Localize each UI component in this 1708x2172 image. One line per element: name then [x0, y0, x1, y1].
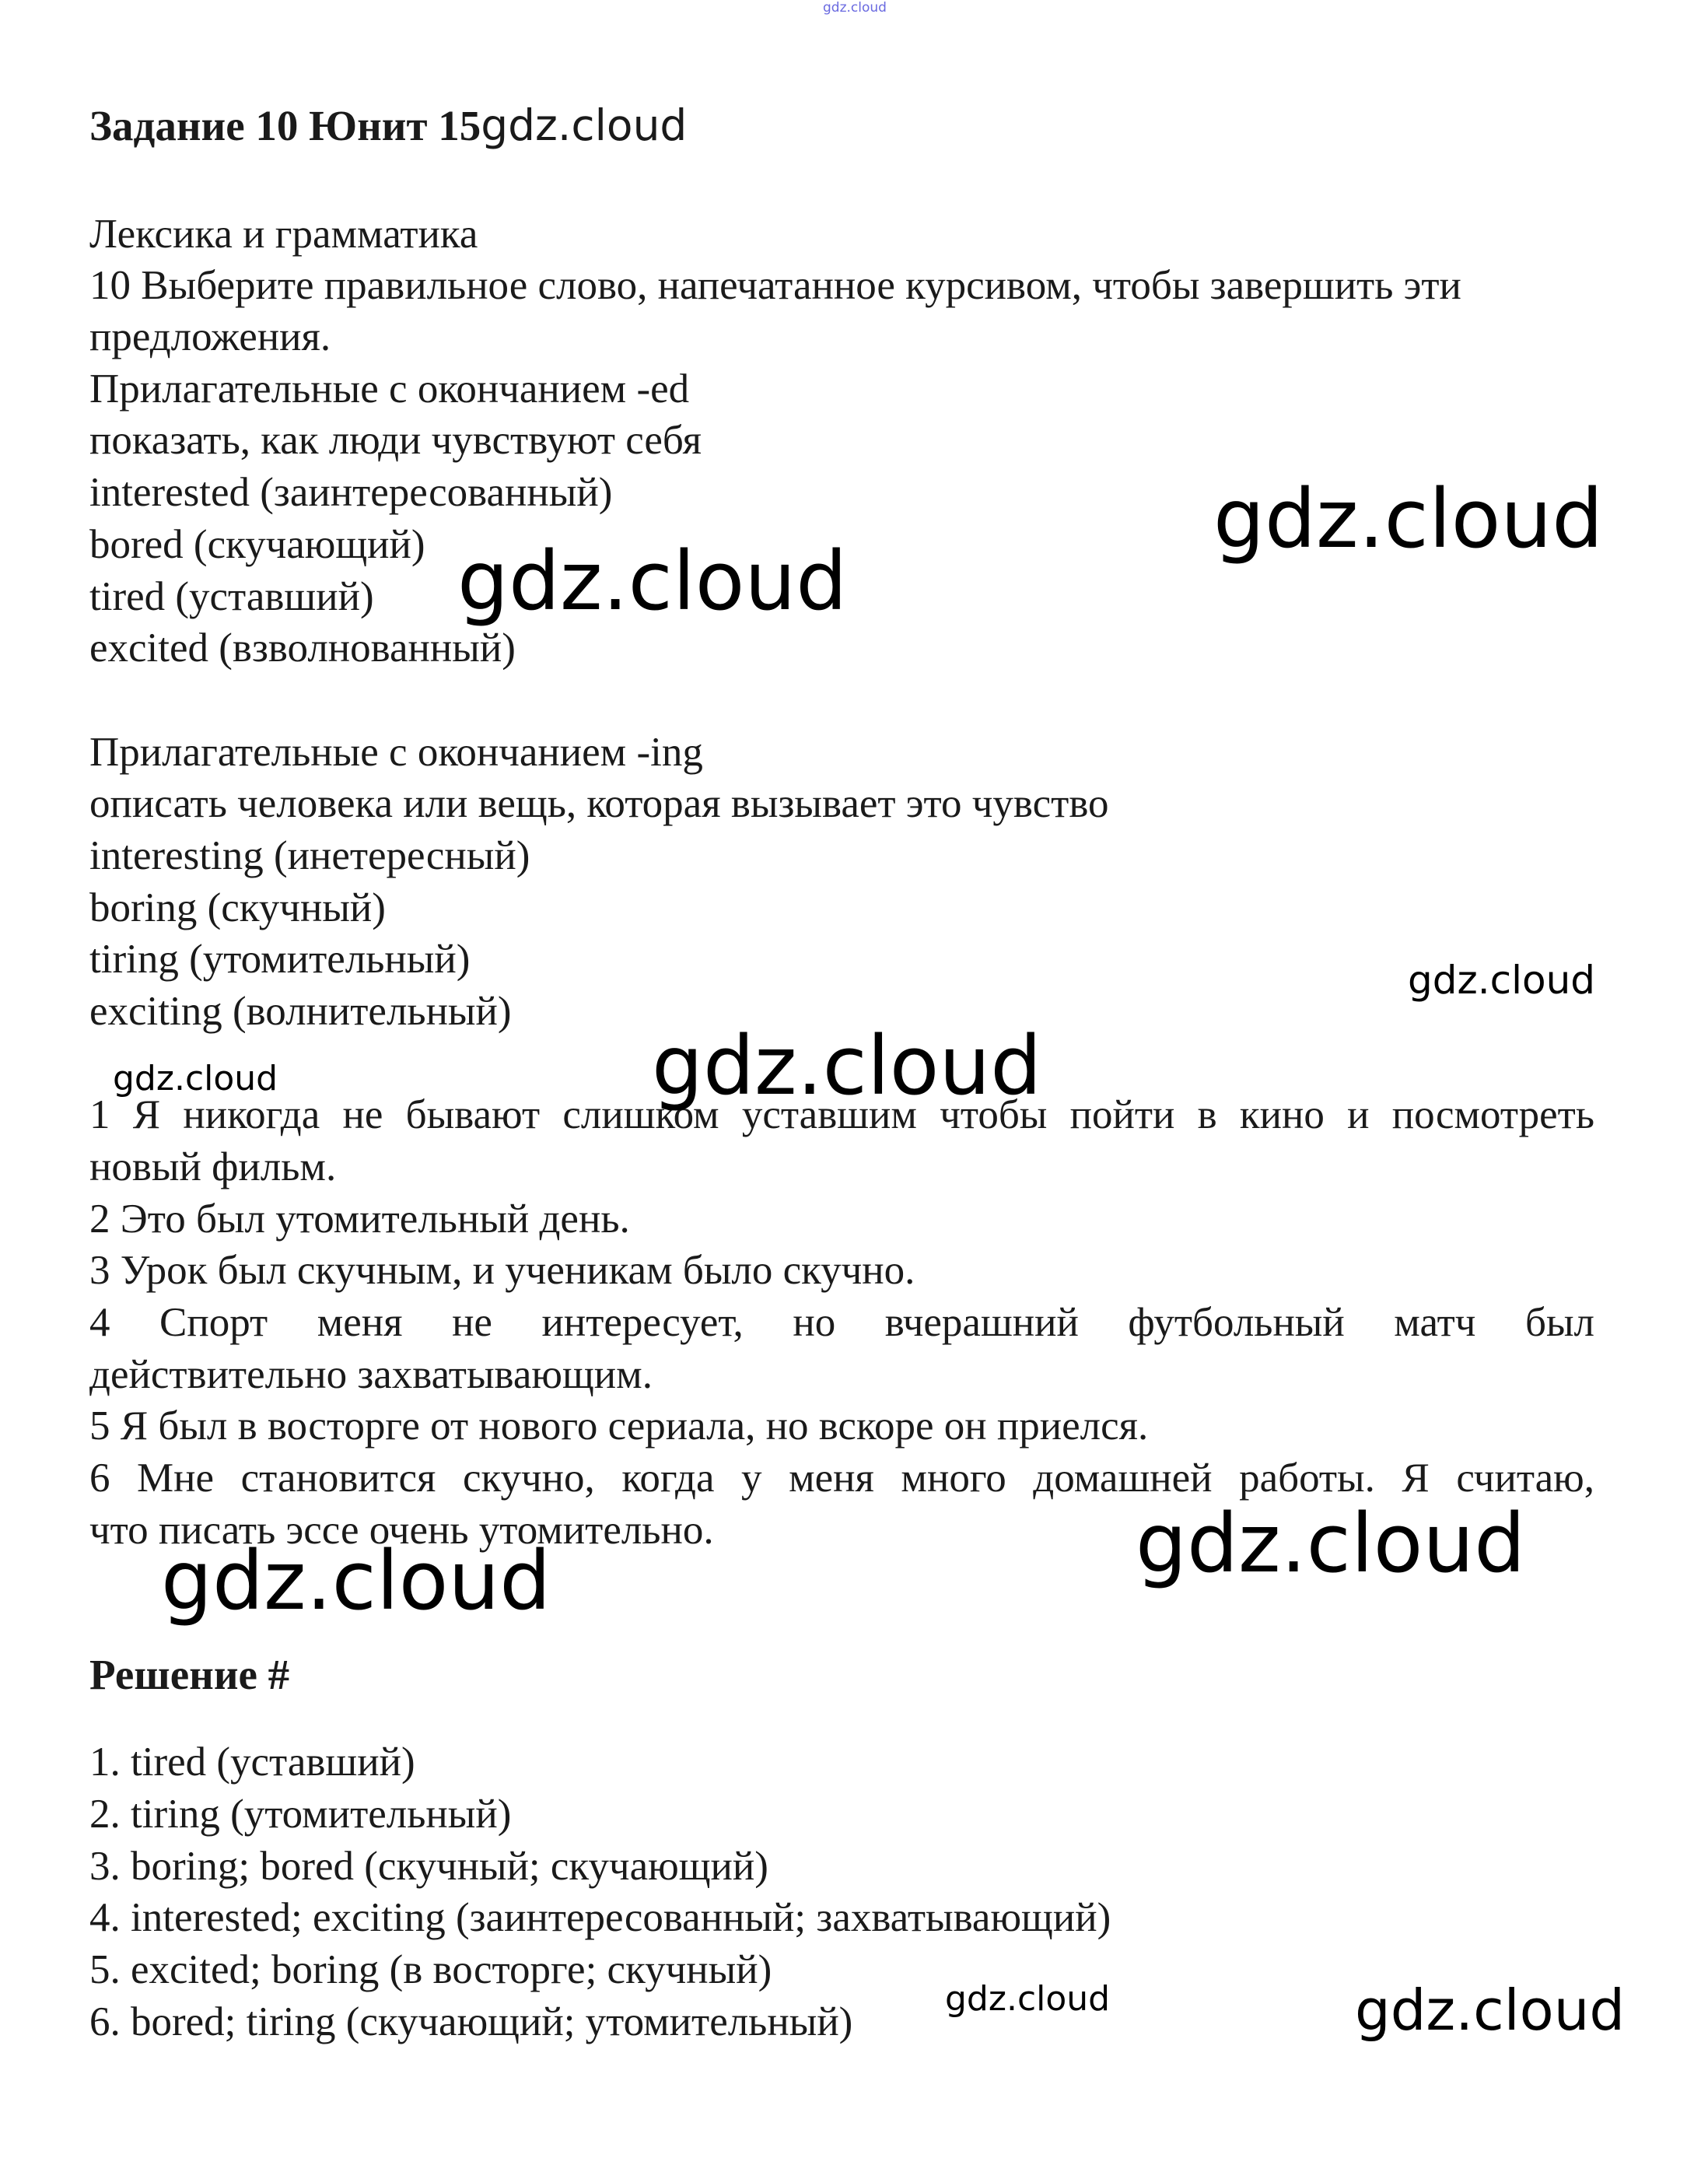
title-text: Задание 10 Юнит 15 [89, 102, 481, 149]
watermark: gdz.cloud [1213, 471, 1604, 566]
watermark: gdz.cloud [1136, 1496, 1526, 1591]
instruction-line-2: предложения. [89, 314, 331, 359]
ing-heading: Прилагательные с окончанием -ing [89, 730, 703, 775]
watermark: gdz.cloud [652, 1018, 1042, 1113]
watermark: gdz.cloud [113, 1059, 278, 1098]
sentence-line: 4 Спорт меня не интересует, но вчерашний футбольный матч был [89, 1300, 1594, 1345]
answer-line: 3. boring; bored (скучный; скучающий) [89, 1844, 768, 1889]
ed-heading: Прилагательные с окончанием -ed [89, 366, 690, 412]
page-title [89, 100, 687, 152]
ed-item: bored (скучающий) [89, 522, 425, 567]
sentence-line: 2 Это был утомительный день. [89, 1196, 630, 1242]
watermark: gdz.cloud [1408, 958, 1596, 1003]
ing-description: описать человека или вещь, которая вызывает это чувство [89, 781, 1109, 826]
ing-item: boring (скучный) [89, 885, 386, 930]
sentence-line: 5 Я был в восторге от нового сериала, но вскоре он приелся. [89, 1403, 1149, 1449]
answer-line: 5. excited; boring (в восторге; скучный) [89, 1947, 772, 1992]
section-heading: Лексика и грамматика [89, 212, 478, 257]
watermark: gdz.cloud [161, 1533, 551, 1628]
ing-item: exciting (волнительный) [89, 989, 512, 1034]
sentence-line: 1 Я никогда не бывают слишком уставшим чтобы пойти в кино и посмотреть [89, 1092, 1594, 1137]
top-watermark: gdz.cloud [823, 0, 887, 16]
ed-description: показать, как люди чувствуют себя [89, 418, 702, 463]
title-watermark: gdz.cloud [481, 100, 688, 150]
answer-line: 6. bored; tiring (скучающий; утомительный) [89, 1999, 853, 2044]
watermark: gdz.cloud [457, 534, 848, 629]
instruction-line-1: 10 Выберите правильное слово, напечатанное курсивом, чтобы завершить эти [89, 263, 1461, 308]
answer-line: 1. tired (уставший) [89, 1739, 415, 1785]
sentence-line: действительно захватывающим. [89, 1352, 653, 1397]
answer-line: 2. tiring (утомительный) [89, 1792, 512, 1837]
watermark: gdz.cloud [945, 1979, 1111, 2019]
ed-item: interested (заинтересованный) [89, 470, 613, 515]
sentence-line: 6 Мне становится скучно, когда у меня много домашней работы. Я считаю, [89, 1456, 1594, 1501]
solution-heading: Решение # [89, 1651, 290, 1698]
answer-line: 4. interested; exciting (заинтересованный; захватывающий) [89, 1895, 1111, 1940]
ing-item: interesting (инетересный) [89, 833, 530, 878]
ed-item: tired (уставший) [89, 574, 374, 619]
sentence-line: новый фильм. [89, 1144, 337, 1189]
ed-item: excited (взволнованный) [89, 625, 516, 671]
sentence-line: 3 Урок был скучным, и ученикам было скучно. [89, 1248, 915, 1293]
watermark: gdz.cloud [1355, 1978, 1626, 2043]
sentence-line: что писать эссе очень утомительно. [89, 1508, 714, 1553]
ing-item: tiring (утомительный) [89, 937, 471, 982]
